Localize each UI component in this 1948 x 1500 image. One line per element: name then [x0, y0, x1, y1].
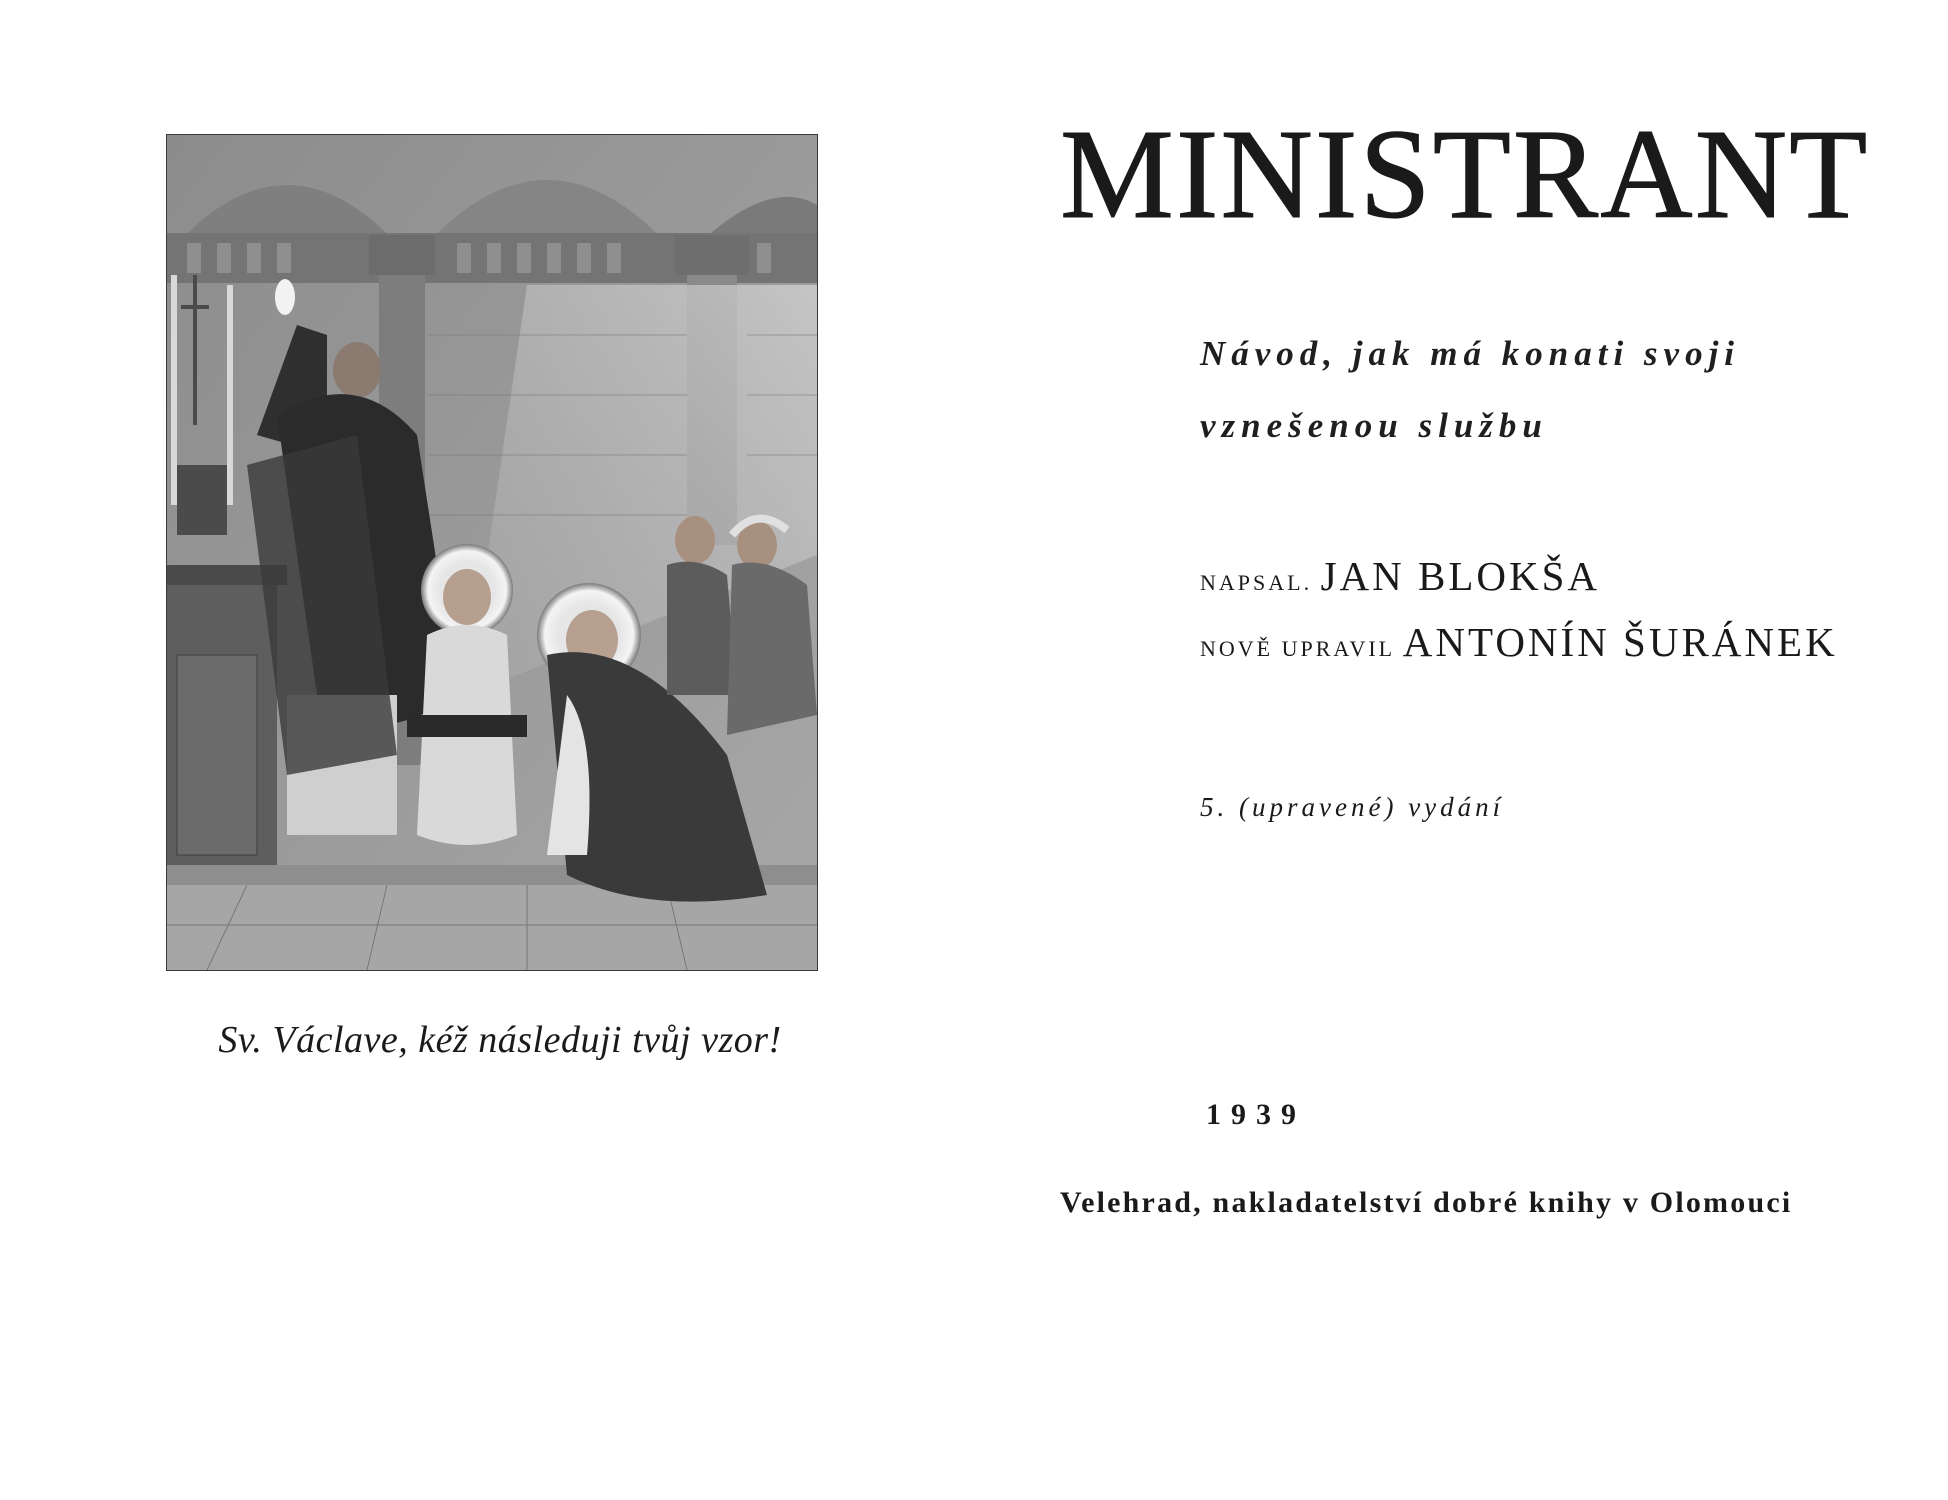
author-role: NAPSAL — [1200, 570, 1304, 595]
book-title: MINISTRANT — [1060, 103, 1870, 245]
book-subtitle — [1200, 318, 1880, 462]
publisher-imprint: Velehrad, nakladatelství dobré knihy v Olomouci — [1060, 1186, 1793, 1219]
author-role-dot: . — [1303, 570, 1321, 595]
editor-credit — [1200, 618, 1920, 666]
author-name: JAN BLOKŠA — [1320, 553, 1601, 599]
frontispiece-illustration — [166, 134, 818, 971]
subtitle-line: Návod, jak má konati svoji — [1200, 334, 1741, 373]
edition-note: 5. (upravené) vydání — [1200, 792, 1505, 822]
editor-role: NOVĚ UPRAVIL — [1200, 636, 1395, 661]
frontispiece-caption: Sv. Václave, kéž následuji tvůj vzor! — [218, 1019, 782, 1061]
editor-name: ANTONÍN ŠURÁNEK — [1402, 619, 1838, 665]
author-credit — [1200, 552, 1920, 600]
editor-role-space — [1394, 636, 1403, 661]
engraving-image — [167, 135, 817, 970]
subtitle-line: vznešenou službu — [1200, 406, 1548, 445]
publication-year: 1939 — [1206, 1098, 1306, 1131]
